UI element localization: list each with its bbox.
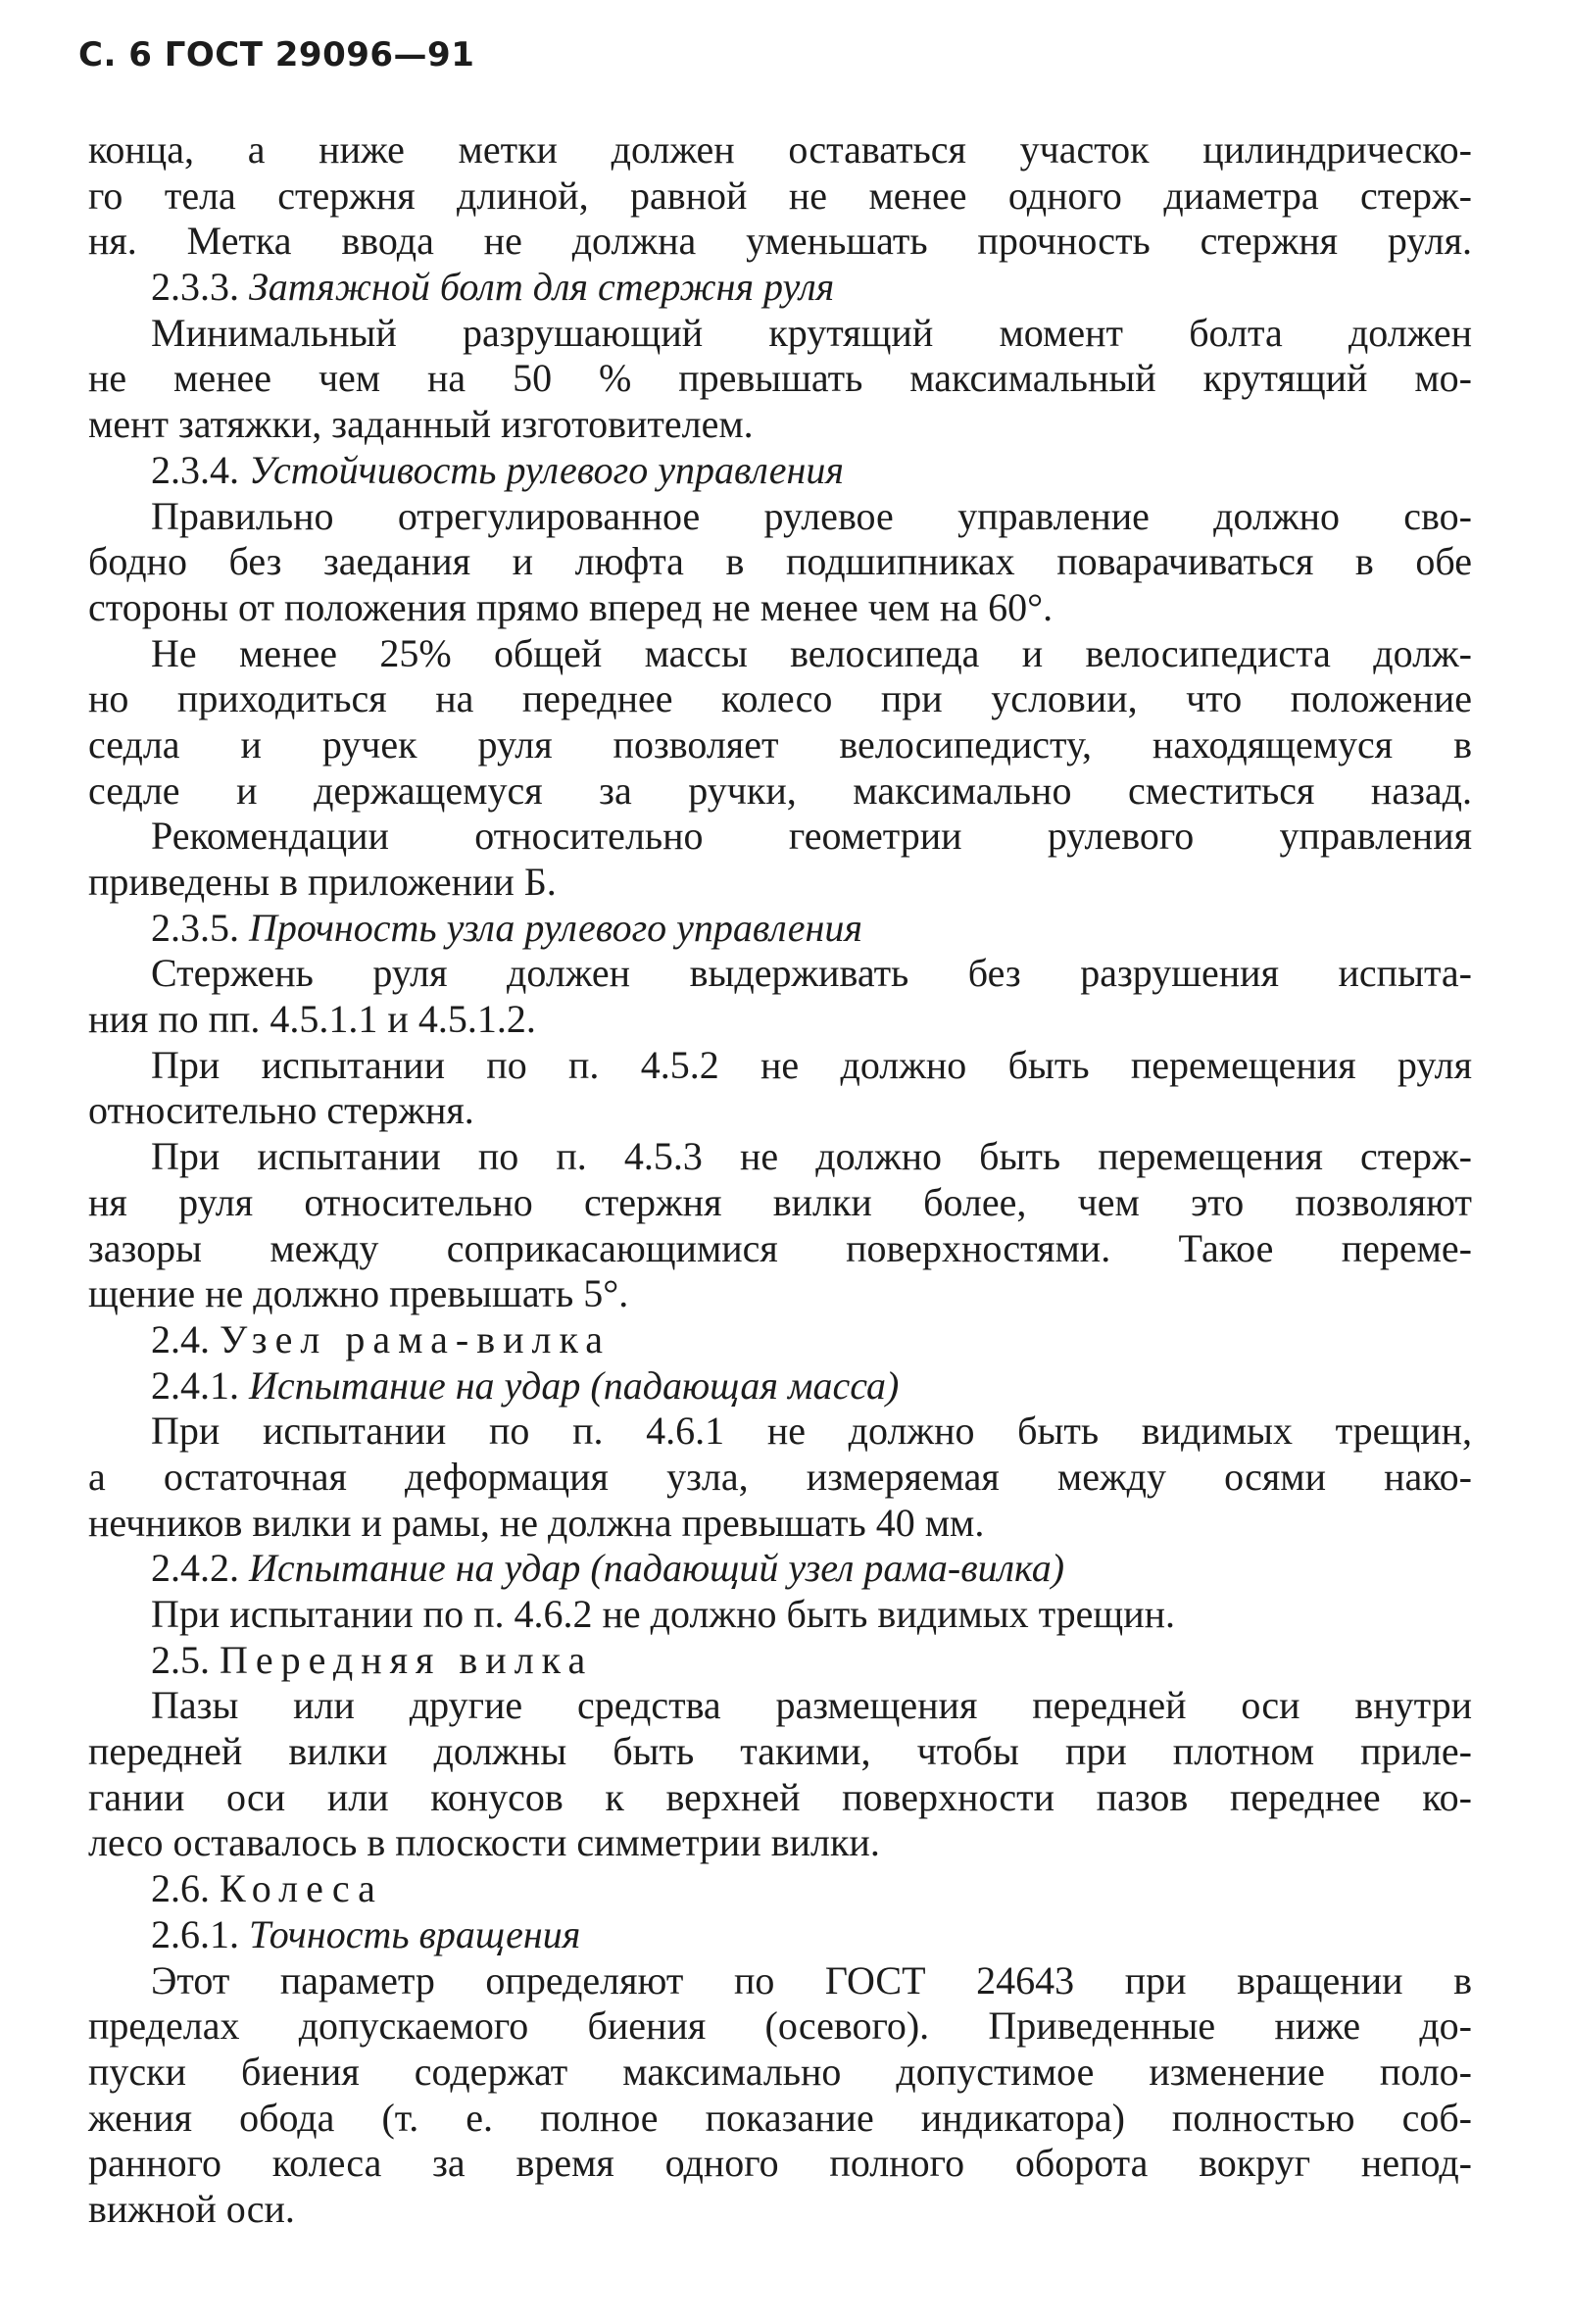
- text-line: При испытании по п. 4.6.2 не должно быть видимых трещин.: [151, 1592, 1175, 1636]
- text-line: стороны от положения прямо вперед не менее чем на 60°.: [88, 584, 1054, 629]
- text-line: мент затяжки, заданный изготовителем.: [88, 402, 754, 447]
- text-line: ня руля относительно стержня вилки более, чем это позволяют: [88, 1179, 1472, 1224]
- section-heading-2-3-4: [88, 448, 1472, 494]
- section-title: Узел рама-вилка: [220, 1316, 612, 1361]
- section-title: Передняя вилка: [220, 1637, 594, 1682]
- text-line: относительно стержня.: [88, 1088, 474, 1133]
- text-line: При испытании по п. 4.5.3 не должно быть перемещения стерж-: [151, 1134, 1472, 1179]
- text-line: При испытании по п. 4.6.1 не должно быть видимых трещин,: [151, 1409, 1472, 1454]
- section-heading-2-4: [88, 1317, 1472, 1363]
- text-line: гании оси или конусов к верхней поверхности пазов переднее ко-: [88, 1774, 1472, 1819]
- section-number: 2.6.1.: [151, 1911, 239, 1956]
- page-header: С. 6 ГОСТ 29096—91: [78, 35, 475, 74]
- text-line: седле и держащемуся за ручки, максимально сместиться назад.: [88, 767, 1472, 813]
- text-line: Не менее 25% общей массы велосипеда и велосипедиста долж-: [151, 630, 1472, 675]
- text-line: Рекомендации относительно геометрии рулевого управления: [151, 814, 1472, 859]
- section-title: Колеса: [220, 1866, 383, 1911]
- section-heading-2-5: [88, 1638, 1472, 1684]
- text-line: Минимальный разрушающий крутящий момент болта должен: [151, 310, 1472, 355]
- section-title: Устойчивость рулевого управления: [249, 447, 844, 492]
- text-line: конца, а ниже метки должен оставаться участок цилиндрическо-: [88, 127, 1472, 172]
- text-line: При испытании по п. 4.5.2 не должно быть перемещения руля: [151, 1042, 1472, 1087]
- text-line: лесо оставалось в плоскости симметрии вилки.: [88, 1820, 880, 1865]
- section-heading-2-4-2: [88, 1546, 1472, 1592]
- text-line: нечников вилки и рамы, не должна превышать 40 мм.: [88, 1500, 985, 1545]
- section-number: 2.3.5.: [151, 905, 239, 950]
- text-line: но приходиться на переднее колесо при условии, что положение: [88, 676, 1472, 721]
- section-title: Испытание на удар (падающая масса): [249, 1362, 900, 1408]
- text-line: пуски биения содержат максимально допустимое изменение поло-: [88, 2049, 1472, 2094]
- section-number: 2.4.: [151, 1316, 210, 1361]
- section-title: Испытание на удар (падающий узел рама-вилка): [249, 1546, 1065, 1591]
- text-line: передней вилки должны быть такими, чтобы при плотном приле-: [88, 1729, 1472, 1774]
- section-number: 2.4.2.: [151, 1546, 239, 1591]
- section-heading-2-3-5: [88, 906, 1472, 952]
- text-line: не менее чем на 50 % превышать максимальный крутящий мо-: [88, 356, 1472, 401]
- document-body: [88, 127, 1472, 2233]
- section-heading-2-4-1: [88, 1363, 1472, 1409]
- text-line: а остаточная деформация узла, измеряемая между осями нако-: [88, 1454, 1472, 1499]
- text-line: Стержень руля должен выдерживать без разрушения испыта-: [151, 951, 1472, 996]
- section-heading-2-6: [88, 1866, 1472, 1912]
- text-line: пределах допускаемого биения (осевого). Приведенные ниже до-: [88, 2003, 1472, 2049]
- text-line: жения обода (т. е. полное показание индикатора) полностью соб-: [88, 2095, 1472, 2140]
- text-line: вижной оси.: [88, 2186, 295, 2231]
- text-line: Этот параметр определяют по ГОСТ 24643 при вращении в: [151, 1957, 1472, 2003]
- text-line: зазоры между соприкасающимися поверхностями. Такое переме-: [88, 1225, 1472, 1270]
- text-line: ранного колеса за время одного полного оборота вокруг непод-: [88, 2141, 1472, 2186]
- section-heading-2-3-3: [88, 265, 1472, 311]
- section-heading-2-6-1: [88, 1912, 1472, 1958]
- text-line: бодно без заедания и люфта в подшипниках поварачиваться в обе: [88, 539, 1472, 584]
- text-line: ния по пп. 4.5.1.1 и 4.5.1.2.: [88, 997, 536, 1042]
- section-number: 2.5.: [151, 1637, 210, 1682]
- text-line: ня. Метка ввода не должна уменьшать прочность стержня руля.: [88, 219, 1472, 264]
- section-title: Точность вращения: [249, 1911, 581, 1956]
- section-title: Затяжной болт для стержня руля: [249, 265, 835, 310]
- text-line: седла и ручек руля позволяет велосипедисту, находящемуся в: [88, 721, 1472, 766]
- section-number: 2.3.3.: [151, 265, 239, 310]
- text-line: го тела стержня длиной, равной не менее одного диаметра стерж-: [88, 173, 1472, 218]
- section-title: Прочность узла рулевого управления: [249, 905, 862, 950]
- section-number: 2.4.1.: [151, 1362, 239, 1408]
- section-number: 2.6.: [151, 1866, 210, 1911]
- text-line: Пазы или другие средства размещения передней оси внутри: [151, 1683, 1472, 1728]
- text-line: щение не должно превышать 5°.: [88, 1271, 629, 1316]
- text-line: Правильно отрегулированное рулевое управление должно сво-: [151, 493, 1472, 538]
- text-line: приведены в приложении Б.: [88, 860, 557, 904]
- section-number: 2.3.4.: [151, 447, 239, 492]
